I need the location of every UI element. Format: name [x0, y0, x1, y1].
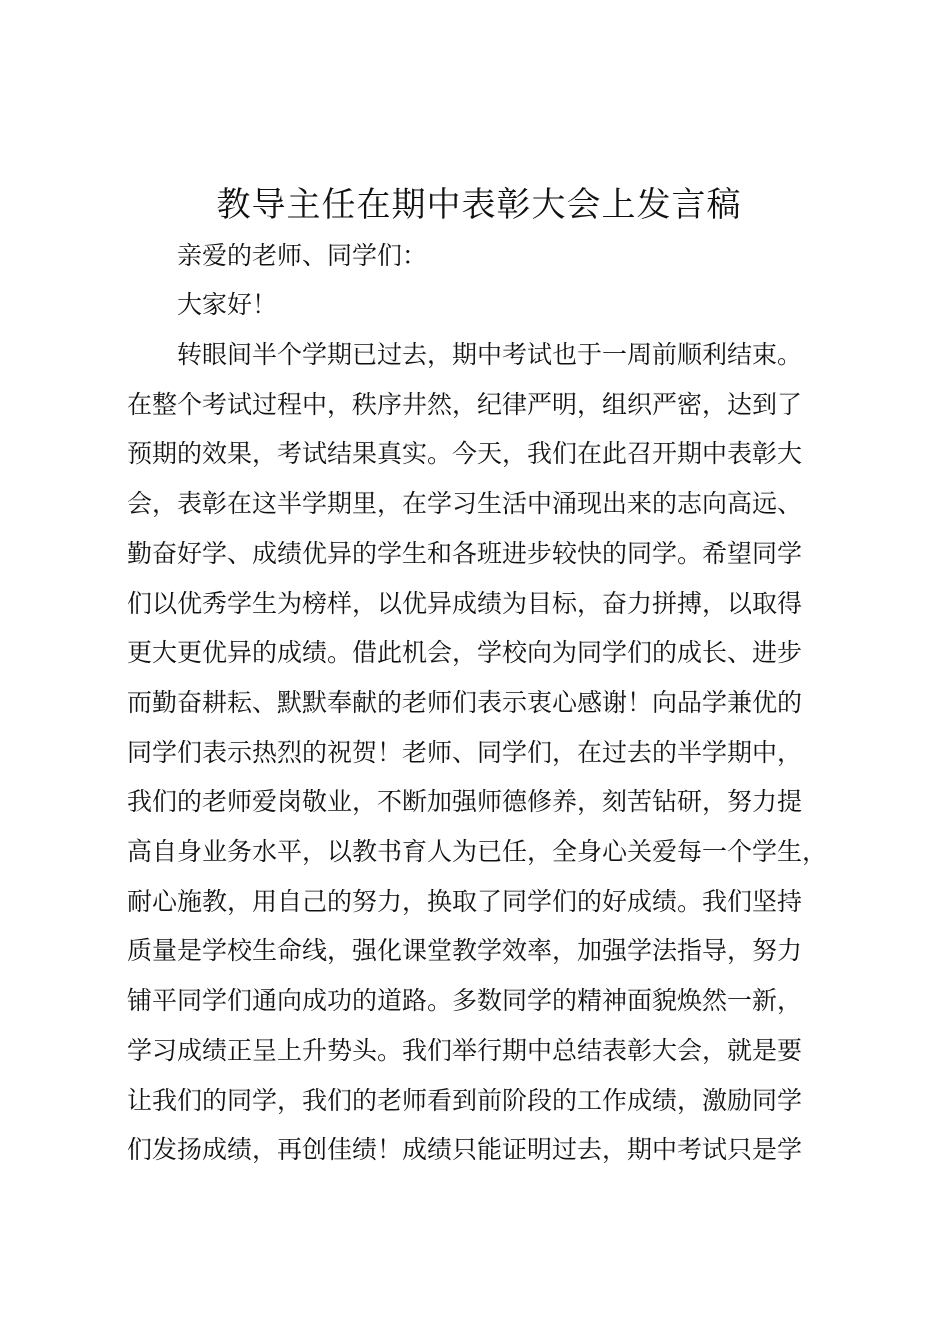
body-line: 高自身业务水平，以教书育人为已任，全身心关爱每一个学生，	[127, 837, 828, 866]
body-line: 同学们表示热烈的祝贺！老师、同学们，在过去的半学期中，	[127, 738, 803, 767]
document-title: 教导主任在期中表彰大会上发言稿	[216, 185, 742, 225]
body-line: 预期的效果，考试结果真实。今天，我们在此召开期中表彰大	[127, 439, 803, 468]
body-line: 们发扬成绩，再创佳绩！成绩只能证明过去，期中考试只是学	[127, 1135, 803, 1164]
body-line: 耐心施教，用自己的努力，换取了同学们的好成绩。我们坚持	[127, 887, 803, 916]
body-line: 会，表彰在这半学期里，在学习生活中涌现出来的志向高远、	[127, 489, 803, 518]
body-line: 质量是学校生命线，强化课堂教学效率，加强学法指导，努力	[127, 936, 803, 965]
body-line: 更大更优异的成绩。借此机会，学校向为同学们的成长、进步	[127, 638, 803, 667]
body-line: 在整个考试过程中，秩序井然，纪律严明，组织严密，达到了	[127, 390, 803, 419]
body-line: 铺平同学们通向成功的道路。多数同学的精神面貌焕然一新，	[127, 986, 803, 1015]
greeting: 大家好！	[177, 290, 278, 319]
salutation: 亲爱的老师、同学们：	[177, 241, 428, 270]
body-line: 让我们的同学，我们的老师看到前阶段的工作成绩，激励同学	[127, 1086, 803, 1115]
body-line: 学习成绩正呈上升势头。我们举行期中总结表彰大会，就是要	[127, 1036, 803, 1065]
body-line: 转眼间半个学期已过去，期中考试也于一周前顺利结束。	[177, 340, 803, 369]
body-line: 而勤奋耕耘、默默奉献的老师们表示衷心感谢！向品学兼优的	[127, 688, 803, 717]
body-line: 勤奋好学、成绩优异的学生和各班进步较快的同学。希望同学	[127, 539, 803, 568]
body-line: 我们的老师爱岗敬业，不断加强师德修养，刻苦钻研，努力提	[127, 787, 803, 816]
body-line: 们以优秀学生为榜样，以优异成绩为目标，奋力拼搏，以取得	[127, 589, 803, 618]
